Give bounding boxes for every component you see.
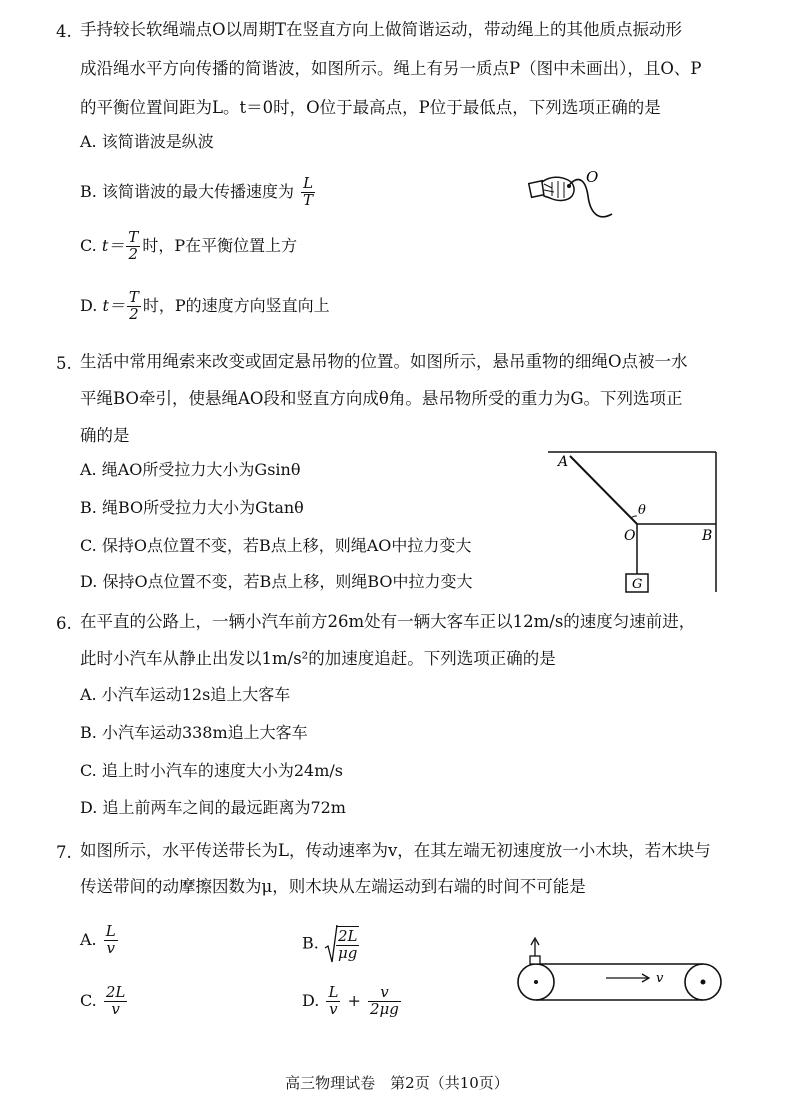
- q7-line-1: 如图所示，水平传送带长为L，传动速率为v，在其左端无初速度放一小木块，若木块与: [80, 841, 711, 860]
- fraction: $\frac{2L}{\mu g}$: [337, 927, 358, 962]
- q4-hand-rope-figure: [528, 168, 628, 230]
- q6-option-b[interactable]: B. 小汽车运动338m追上大客车: [80, 723, 308, 742]
- page-footer: 高三物理试卷 第2页（共10页）: [285, 1074, 509, 1092]
- q6-line-1: 在平直的公路上，一辆小汽车前方26m处有一辆大客车正以12m/s的速度匀速前进，: [80, 612, 696, 631]
- q4-option-a[interactable]: A. 该简谐波是纵波: [80, 132, 214, 151]
- label-g: G: [632, 577, 643, 592]
- q6-line-2: 此时小汽车从静止出发以1m/s²的加速度追赶。下列选项正确的是: [80, 649, 556, 668]
- fraction: $\frac{2L}{v}$: [105, 983, 126, 1018]
- label-a: A: [558, 454, 569, 470]
- q4-option-b[interactable]: B. 该简谐波的最大传播速度为 $\frac{L}{T}$: [80, 174, 314, 209]
- q7-option-b[interactable]: B. $\frac{2L}{\mu g}$: [302, 924, 361, 964]
- q5-number: 5.: [56, 354, 72, 373]
- fraction: $\frac{L}{T}$: [303, 174, 314, 209]
- q7-conveyor-figure: [510, 934, 732, 1010]
- fraction: $\frac{T}{2}$: [128, 228, 139, 263]
- fraction: $\frac{L}{v}$: [328, 983, 339, 1018]
- q4-line-2: 成沿绳水平方向传播的简谐波，如图所示。绳上有另一质点P（图中未画出），且O、P: [80, 59, 702, 78]
- q5-rope-figure: [540, 446, 726, 596]
- q7-option-c[interactable]: C. $\frac{2L}{v}$: [80, 983, 126, 1018]
- q5-line-3: 确的是: [80, 426, 130, 445]
- q6-option-a[interactable]: A. 小汽车运动12s追上大客车: [80, 685, 291, 704]
- q5-option-a[interactable]: A. 绳AO所受拉力大小为Gsinθ: [80, 460, 301, 479]
- rope-ao: [570, 456, 637, 524]
- q7-option-a[interactable]: A. $\frac{L}{v}$: [80, 922, 116, 957]
- hand-icon: [529, 177, 574, 200]
- point-o-label: O: [586, 168, 599, 186]
- q6-number: 6.: [56, 614, 72, 633]
- fraction: $\frac{L}{v}$: [105, 922, 116, 957]
- q5-option-d[interactable]: D. 保持O点位置不变，若B点上移，则绳BO中拉力变大: [80, 572, 473, 591]
- q6-option-c[interactable]: C. 追上时小汽车的速度大小为24m/s: [80, 761, 343, 780]
- q5-option-b[interactable]: B. 绳BO所受拉力大小为Gtanθ: [80, 498, 304, 517]
- q5-option-c[interactable]: C. 保持O点位置不变，若B点上移，则绳AO中拉力变大: [80, 536, 472, 555]
- label-b: B: [702, 528, 713, 544]
- q4-line-3: 的平衡位置间距为L。t＝0时，O位于最高点，P位于最低点，下列选项正确的是: [80, 98, 661, 117]
- q4-number: 4.: [56, 22, 72, 41]
- q7-number: 7.: [56, 843, 72, 862]
- fraction: $\frac{v}{2\mu g}$: [370, 983, 399, 1018]
- wood-block: [530, 956, 540, 964]
- q4-option-c[interactable]: C. t＝ $\frac{T}{2}$ 时，P在平衡位置上方: [80, 228, 298, 263]
- velocity-label: v: [656, 971, 664, 986]
- q6-option-d[interactable]: D. 追上前两车之间的最远距离为72m: [80, 798, 346, 817]
- fraction: $\frac{T}{2}$: [128, 288, 139, 323]
- q4-option-d[interactable]: D. t＝ $\frac{T}{2}$ 时，P的速度方向竖直向上: [80, 288, 330, 323]
- q7-option-d[interactable]: D. $\frac{L}{v}$ + $\frac{v}{2\mu g}$: [302, 983, 399, 1018]
- q5-line-1: 生活中常用绳索来改变或固定悬吊物的位置。如图所示，悬吊重物的细绳O点被一水: [80, 352, 688, 371]
- label-theta: θ: [638, 503, 646, 518]
- q5-line-2: 平绳BO牵引，使悬绳AO段和竖直方向成θ角。悬吊物所受的重力为G。下列选项正: [80, 389, 683, 408]
- label-o: O: [624, 528, 636, 544]
- q7-line-2: 传送带间的动摩擦因数为μ，则木块从左端运动到右端的时间不可能是: [80, 877, 586, 896]
- sqrt-expression: [324, 924, 362, 964]
- q4-line-1: 手持较长软绳端点O以周期T在竖直方向上做简谐运动，带动绳上的其他质点振动形: [80, 20, 683, 39]
